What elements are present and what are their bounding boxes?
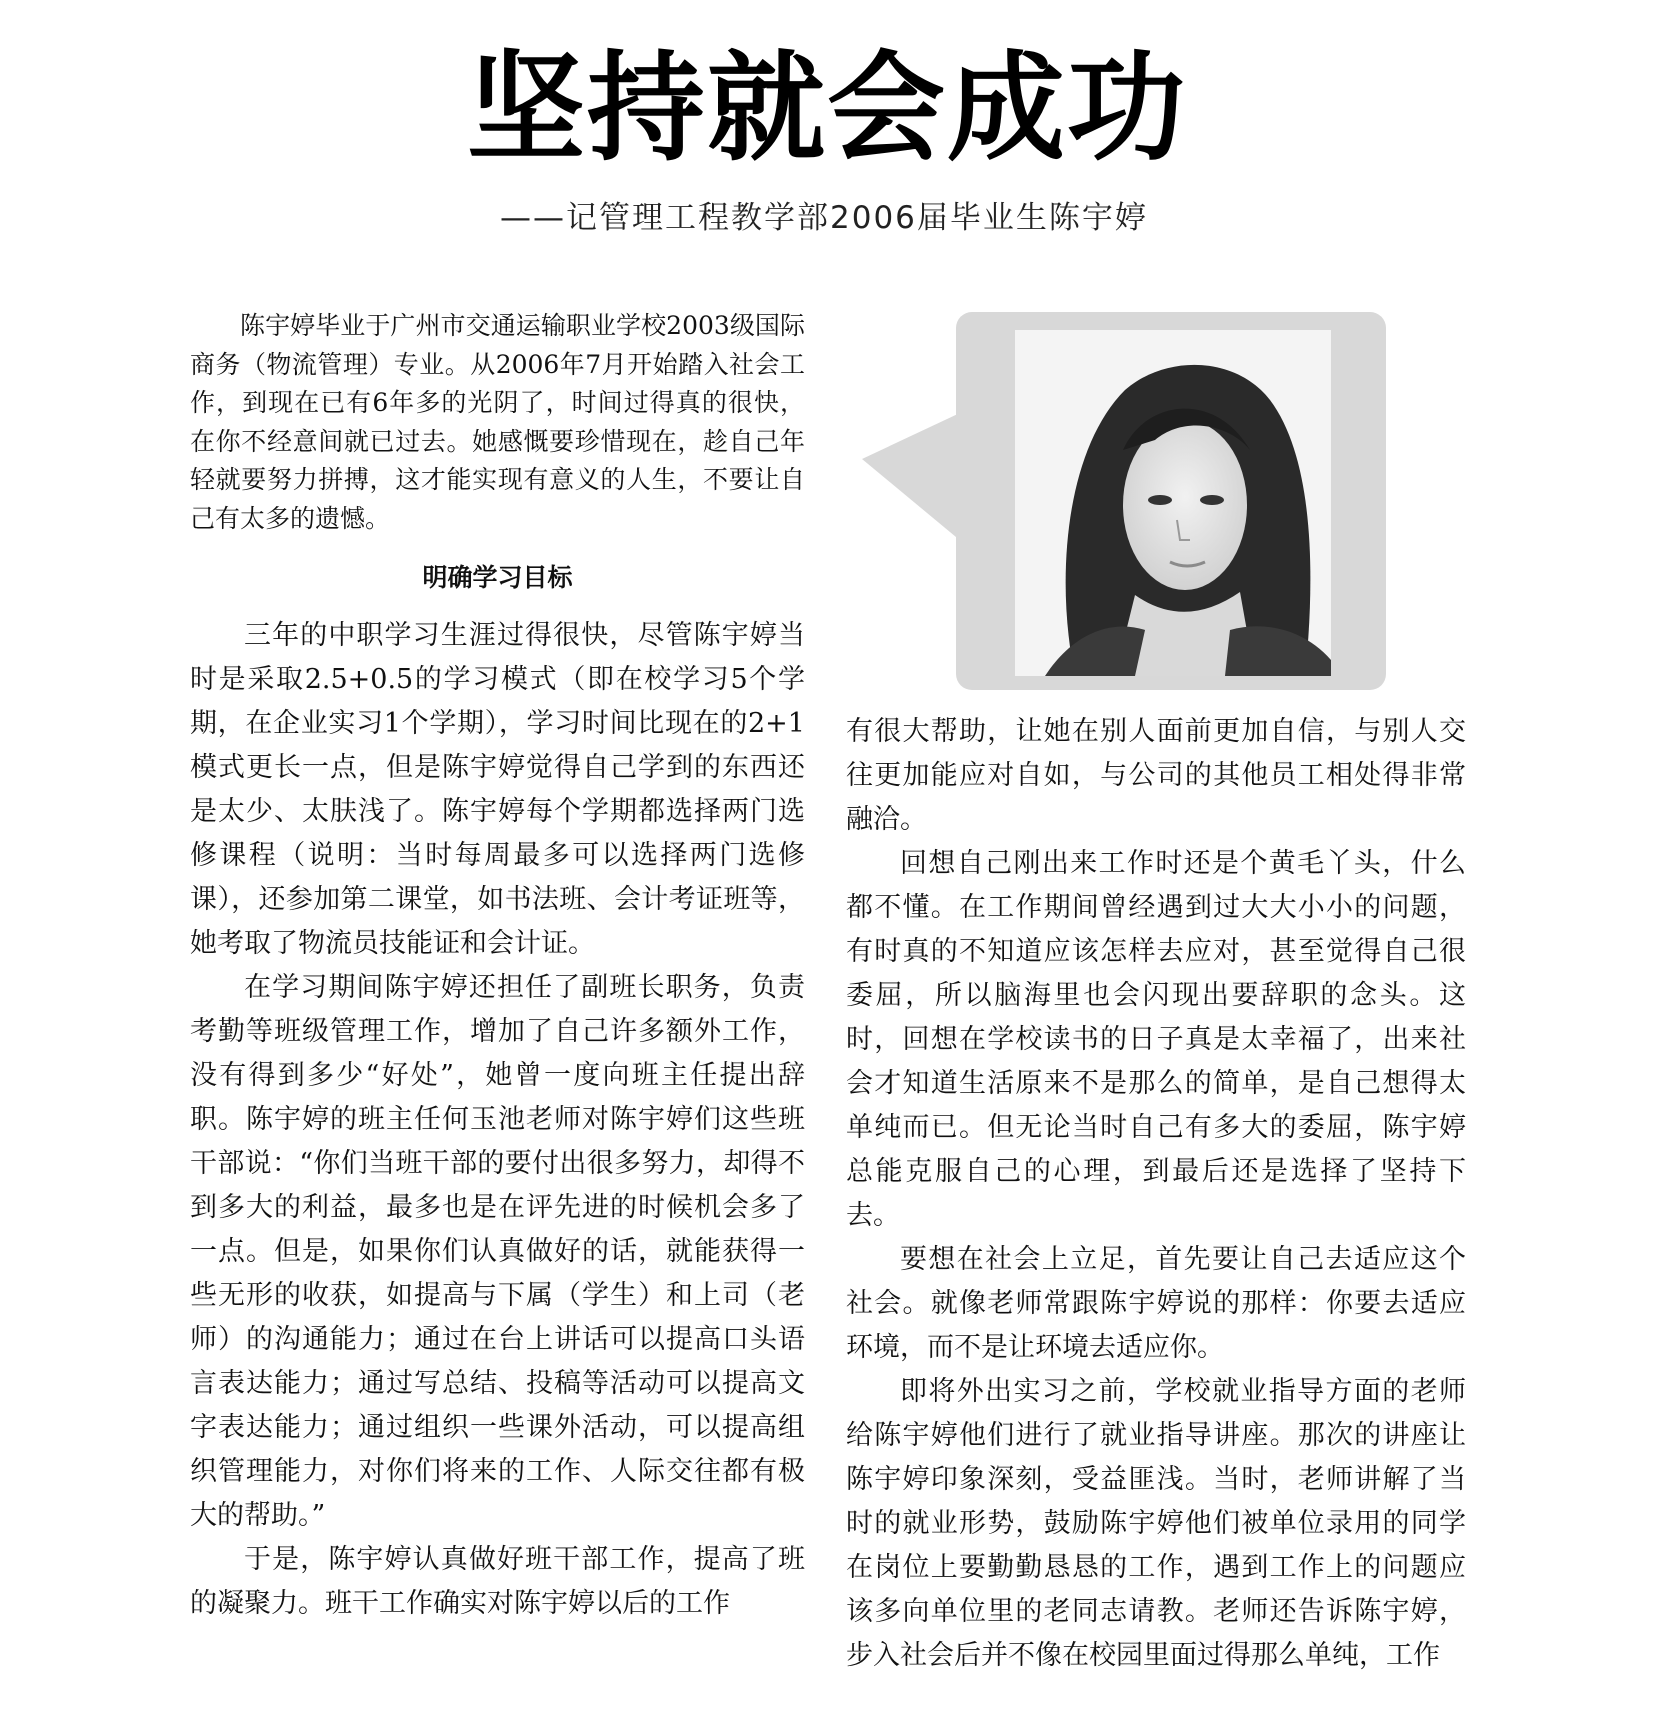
left-column: [190, 307, 805, 1626]
body-paragraph: 回想自己刚出来工作时还是个黄毛丫头，什么都不懂。在工作期间曾经遇到过大大小小的问题，有时真的不知道应该怎样去应对，甚至觉得自己很委屈，所以脑海里也会闪现出要辞职的念头。这时，回想在学校读书的日子真是太幸福了，出来社会才知道生活原来不是那么的简单，是自己想得太单纯而已。但无论当时自己有多大的委屈，陈宇婷总能克服自己的心理，到最后还是选择了坚持下去。: [846, 848, 1466, 1231]
body-paragraph: 在学习期间陈宇婷还担任了副班长职务，负责考勤等班级管理工作，增加了自己许多额外工作，没有得到多少“好处”，她曾一度向班主任提出辞职。陈宇婷的班主任何玉池老师对陈宇婷们这些班干部说：“你们当班干部的要付出很多努力，却得不到多大的利益，最多也是在评先进的时候机会多了一点。但是，如果你们认真做好的话，就能获得一些无形的收获，如提高与下属（学生）和上司（老师）的沟通能力；通过在台上讲话可以提高口头语言表达能力；通过写总结、投稿等活动可以提高文字表达能力；通过组织一些课外活动，可以提高组织管理能力，对你们将来的工作、人际交往都有极大的帮助。”: [190, 972, 805, 1531]
body-paragraph: 要想在社会上立足，首先要让自己去适应这个社会。就像老师常跟陈宇婷说的那样：你要去适应环境，而不是让环境去适应你。: [846, 1244, 1466, 1363]
photo-speech-bubble: [862, 312, 1388, 692]
article-title: 坚持就会成功: [466, 39, 1187, 177]
right-column: [846, 710, 1466, 1678]
article-subtitle: ——记管理工程教学部2006届毕业生陈宇婷: [500, 200, 1148, 236]
body-paragraph: 即将外出实习之前，学校就业指导方面的老师给陈宇婷他们进行了就业指导讲座。那次的讲座让陈宇婷印象深刻，受益匪浅。当时，老师讲解了当时的就业形势，鼓励陈宇婷他们被单位录用的同学在岗位上要勤勤恳恳的工作，遇到工作上的问题应该多向单位里的老同志请教。老师还告诉陈宇婷，步入社会后并不像在校园里面过得那么单纯，工作: [846, 1376, 1466, 1671]
intro-paragraph: 陈宇婷毕业于广州市交通运输职业学校2003级国际商务（物流管理）专业。从2006年7月开始踏入社会工作，到现在已有6年多的光阴了，时间过得真的很快，在你不经意间就已过去。她感慨要珍惜现在，趁自己年轻就要努力拼搏，这才能实现有意义的人生，不要让自己有太多的遗憾。: [190, 311, 805, 533]
body-paragraph: 三年的中职学习生涯过得很快，尽管陈宇婷当时是采取2.5+0.5的学习模式（即在校学习5个学期，在企业实习1个学期），学习时间比现在的2+1模式更长一点，但是陈宇婷觉得自己学到的东西还是太少、太肤浅了。陈宇婷每个学期都选择两门选修课程（说明：当时每周最多可以选择两门选修课），还参加第二课堂，如书法班、会计考证班等，她考取了物流员技能证和会计证。: [190, 620, 805, 959]
section-heading: 明确学习目标: [422, 563, 573, 592]
body-paragraph: 于是，陈宇婷认真做好班干部工作，提高了班的凝聚力。班干工作确实对陈宇婷以后的工作: [190, 1544, 805, 1619]
portrait-photo-icon: [1015, 330, 1331, 676]
body-paragraph: 有很大帮助，让她在别人面前更加自信，与别人交往更加能应对自如，与公司的其他员工相处得非常融洽。: [846, 716, 1466, 835]
